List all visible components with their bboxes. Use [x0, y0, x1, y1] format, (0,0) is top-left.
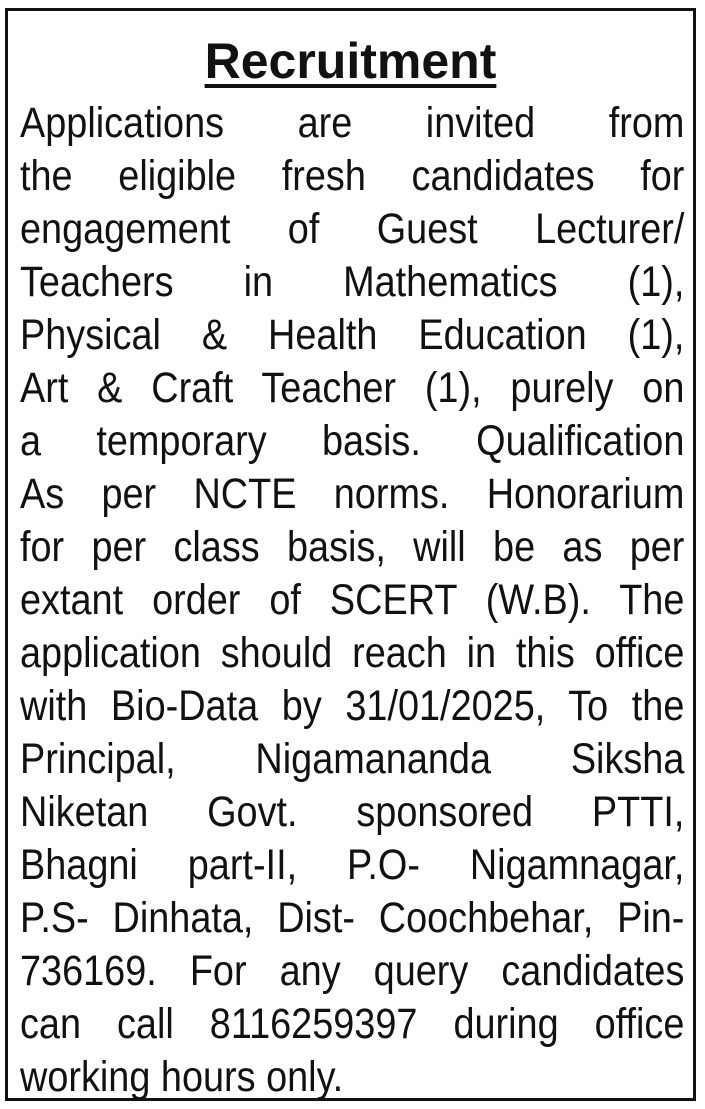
notice-line: extant order of SCERT (W.B). The	[20, 576, 685, 624]
notice-line: working hours only.	[20, 1053, 344, 1101]
notice-line: can call 8116259397 during office	[20, 1000, 685, 1048]
notice-line: As per NCTE norms. Honorarium	[20, 470, 685, 518]
notice-line: the eligible fresh candidates for	[20, 152, 685, 200]
notice-title-text: Recruitment	[204, 33, 497, 89]
notice-body	[20, 97, 685, 1104]
notice-title	[8, 33, 693, 89]
notice-line: Bhagni part-II, P.O- Nigamnagar,	[20, 841, 685, 889]
notice-line: Applications are invited from	[20, 99, 685, 147]
notice-line: a temporary basis. Qualification	[20, 417, 685, 465]
notice-line: P.S- Dinhata, Dist- Coochbehar, Pin-	[20, 894, 685, 942]
notice-line: 736169. For any query candidates	[20, 947, 685, 995]
notice-line: Teachers in Mathematics (1),	[20, 258, 685, 306]
notice-line: for per class basis, will be as per	[20, 523, 685, 571]
notice-line: Niketan Govt. sponsored PTTI,	[20, 788, 685, 836]
notice-line: Physical & Health Education (1),	[20, 311, 685, 359]
recruitment-notice	[5, 8, 696, 1101]
notice-line: application should reach in this office	[20, 629, 685, 677]
notice-line: with Bio-Data by 31/01/2025, To the	[20, 682, 685, 730]
notice-line: Art & Craft Teacher (1), purely on	[20, 364, 685, 412]
notice-line: Principal, Nigamananda Siksha	[20, 735, 685, 783]
notice-line: engagement of Guest Lecturer/	[20, 205, 685, 253]
